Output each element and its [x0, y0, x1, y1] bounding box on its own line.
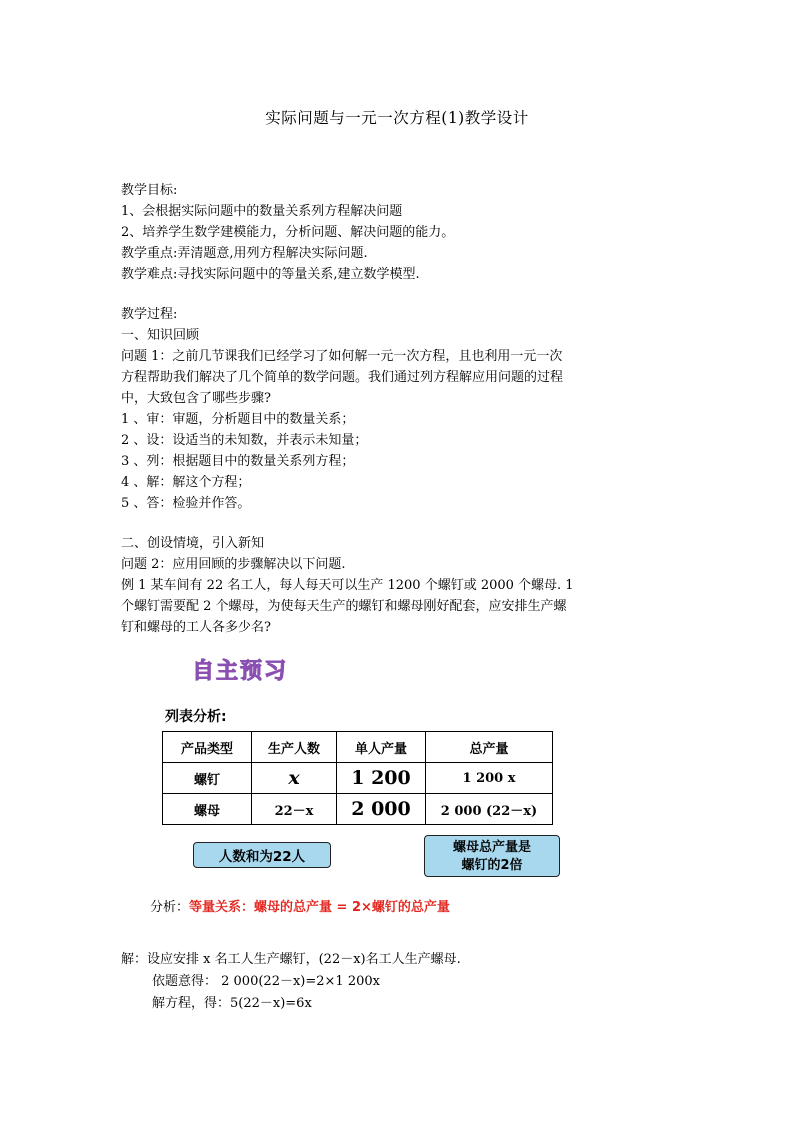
cell-screw-name: 螺钉 [163, 763, 252, 794]
question-1-line-3: 中，大致包含了哪些步骤? [121, 391, 271, 406]
output-ratio-line-2: 螺钉的2倍 [461, 858, 523, 873]
wordart-title: 自主预习 [192, 654, 288, 685]
section-2-heading: 二、创设情境，引入新知 [121, 536, 265, 551]
step-2: 2 、设：设适当的未知数，并表示未知量； [121, 433, 368, 448]
cell-nut-total: 2 000 (22－x) [426, 794, 553, 825]
table-title: 列表分析: [165, 709, 227, 725]
key-point: 教学重点:弄清题意,用列方程解决实际问题. [121, 246, 368, 261]
header-workers: 生产人数 [252, 732, 337, 763]
analysis-line [150, 896, 450, 915]
solution-line-1: 解：设应安排 x 名工人生产螺钉，(22－x)名工人生产螺母. [121, 952, 461, 967]
cell-nut-workers: 22－x [252, 794, 337, 825]
objective-1: 1、会根据实际问题中的数量关系列方程解决问题 [121, 204, 403, 219]
worker-sum-box: 人数和为22人 [193, 842, 331, 868]
header-product-type: 产品类型 [163, 732, 252, 763]
example-line-1: 例 1 某车间有 22 名工人，每人每天可以生产 1200 个螺钉或 2000 个螺母. 1 [121, 578, 574, 593]
cell-screw-workers: x [252, 763, 337, 794]
objectives-heading: 教学目标: [121, 183, 178, 198]
cell-nut-unit: 2 000 [337, 794, 426, 825]
cell-screw-total: 1 200 x [426, 763, 553, 794]
analysis-prefix: 分析： [150, 900, 190, 915]
example-line-3: 钉和螺母的工人各多少名? [121, 620, 271, 635]
table-row [163, 763, 553, 794]
equality-relation: 等量关系：螺母的总产量 = 2×螺钉的总产量 [189, 900, 450, 915]
output-ratio-box [424, 835, 560, 877]
table-row [163, 794, 553, 825]
analysis-table [162, 731, 553, 825]
section-1-heading: 一、知识回顾 [121, 328, 200, 343]
document-title: 实际问题与一元一次方程(1)教学设计 [265, 109, 529, 127]
question-2: 问题 2：应用回顾的步骤解决以下问题. [121, 557, 346, 572]
difficulty: 教学难点:寻找实际问题中的等量关系,建立数学模型. [121, 267, 420, 282]
step-3: 3 、列：根据题目中的数量关系列方程； [121, 454, 355, 469]
step-5: 5 、答：检验并作答。 [121, 496, 251, 511]
solution-line-2: 依题意得： 2 000(22－x)=2×1 200x [152, 974, 380, 989]
step-1: 1 、审：审题，分析题目中的数量关系； [121, 412, 355, 427]
objective-2: 2、培养学生数学建模能力，分析问题、解决问题的能力。 [121, 225, 455, 240]
question-1-line-2: 方程帮助我们解决了几个简单的数学问题。我们通过列方程解应用问题的过程 [121, 370, 564, 385]
table-header-row [163, 732, 553, 763]
solution-line-3: 解方程，得：5(22－x)=6x [152, 996, 312, 1011]
header-total-output: 总产量 [426, 732, 553, 763]
cell-screw-unit: 1 200 [337, 763, 426, 794]
example-line-2: 个螺钉需要配 2 个螺母，为使每天生产的螺钉和螺母刚好配套，应安排生产螺 [121, 599, 567, 614]
output-ratio-line-1: 螺母总产量是 [452, 840, 531, 855]
process-heading: 教学过程: [121, 307, 178, 322]
cell-nut-name: 螺母 [163, 794, 252, 825]
header-unit-output: 单人产量 [337, 732, 426, 763]
step-4: 4 、解：解这个方程； [121, 475, 251, 490]
question-1-line-1: 问题 1：之前几节课我们已经学习了如何解一元一次方程，且也利用一元一次 [121, 349, 563, 364]
